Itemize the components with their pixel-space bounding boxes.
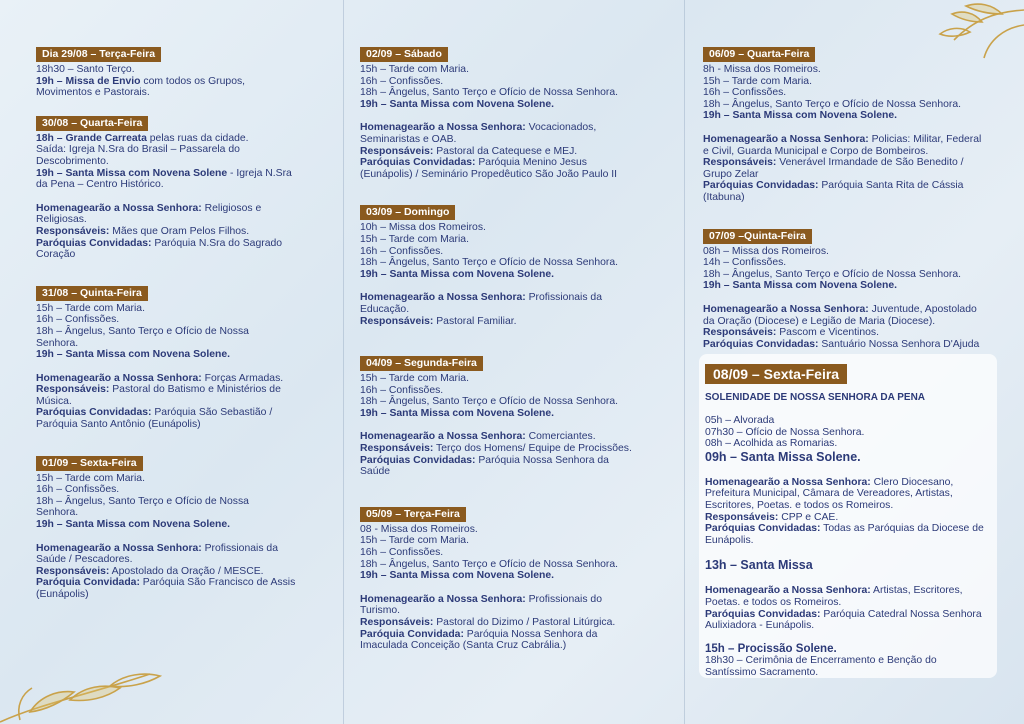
line-text: 18h30 – Cerimônia de Encerramento e Benção do <box>705 655 937 667</box>
line-text: Venerável Irmandade de São Benedito / <box>776 157 964 169</box>
day-header: 30/08 – Quarta-Feira <box>36 116 148 131</box>
schedule-line <box>36 419 343 431</box>
schedule-line <box>705 427 997 439</box>
bold-label: Paróquias Convidadas: <box>360 454 476 466</box>
schedule-line <box>705 620 997 632</box>
schedule-line <box>36 519 343 531</box>
schedule-line <box>360 99 684 111</box>
schedule-line <box>703 76 1024 88</box>
schedule-line <box>703 157 1024 169</box>
schedule-line <box>360 455 684 467</box>
bold-label: Homenagearão a Nossa Senhora: <box>36 202 202 214</box>
line-text: 18h – Ângelus, Santo Terço e Ofício de Nossa Senhora. <box>360 257 619 269</box>
day-header: Dia 29/08 – Terça-Feira <box>36 47 161 62</box>
line-text: Paróquia São Sebastião / <box>151 407 273 419</box>
day-header: 01/09 – Sexta-Feira <box>36 456 143 471</box>
line-text: 8h - Missa dos Romeiros. <box>703 64 821 75</box>
schedule-line <box>703 169 1024 181</box>
schedule-line <box>703 257 1024 269</box>
schedule-line <box>360 222 684 234</box>
schedule-line <box>705 438 997 450</box>
line-text: (Eunápolis) <box>36 589 89 600</box>
final-day-header: 08/09 – Sexta-Feira <box>705 364 847 384</box>
gold-leaf-branch-bottom-left <box>0 644 190 724</box>
schedule-line <box>703 339 1024 351</box>
bold-label: Homenagearão a Nossa Senhora: <box>36 542 202 554</box>
line-text: 15h – Tarde com Maria. <box>360 233 469 245</box>
schedule-line <box>360 134 684 146</box>
panel-left <box>0 0 343 724</box>
line-text: Senhora. <box>36 337 79 349</box>
schedule-line <box>36 156 343 168</box>
bold-label: Homenagearão a Nossa Senhora: <box>360 431 526 443</box>
bold-label: Paróquias Convidadas: <box>36 237 152 249</box>
schedule-line <box>36 543 343 555</box>
line-text: 16h – Confissões. <box>703 87 787 99</box>
line-text: Profissionais do <box>525 593 602 605</box>
section-spacer <box>360 180 684 202</box>
bold-label: Responsáveis: <box>36 225 110 237</box>
schedule-line <box>360 292 684 304</box>
line-text: Santuário Nossa Senhora D'Ajuda <box>818 338 980 350</box>
schedule-line <box>360 246 684 258</box>
schedule-line <box>36 64 343 76</box>
panel-right <box>684 0 1024 724</box>
schedule-line <box>36 577 343 589</box>
line-text: 15h – Tarde com Maria. <box>703 75 812 87</box>
schedule-line <box>360 385 684 397</box>
bold-label: Responsáveis: <box>703 327 777 339</box>
spacer <box>703 122 1024 134</box>
schedule-line <box>360 535 684 547</box>
schedule-line <box>360 234 684 246</box>
schedule-line <box>360 431 684 443</box>
day-header: 03/09 – Domingo <box>360 205 455 220</box>
line-text: Apostolado da Oração / MESCE. <box>109 565 264 577</box>
line-text: Vocacionados, <box>525 122 597 134</box>
line-text: 14h – Confissões. <box>703 257 787 269</box>
schedule-line <box>36 179 343 191</box>
schedule-line <box>360 396 684 408</box>
schedule-column-1 <box>36 44 343 601</box>
bold-label: Responsáveis: <box>36 565 110 577</box>
line-text: Religiosos e <box>201 202 262 214</box>
section-spacer <box>703 204 1024 226</box>
schedule-line <box>36 484 343 496</box>
line-text: Saúde / Pescadores. <box>36 554 133 566</box>
schedule-line <box>36 203 343 215</box>
schedule-line <box>360 373 684 385</box>
schedule-line <box>705 415 997 427</box>
line-text: Música. <box>36 395 72 407</box>
bold-label: Homenagearão a Nossa Senhora: <box>705 585 871 597</box>
line-text: Profissionais da <box>525 292 602 304</box>
section-spacer <box>36 261 343 283</box>
line-text: Profissionais da <box>201 542 278 554</box>
bold-label: 19h – Santa Missa com Novena Solene. <box>360 570 555 582</box>
line-text: 08 - Missa dos Romeiros. <box>360 523 478 535</box>
bold-label: Paróquias Convidadas: <box>705 523 821 535</box>
line-text: 16h – Confissões. <box>360 547 444 559</box>
line-text: Turismo. <box>360 605 401 617</box>
line-text: 05h – Alvorada <box>705 415 775 426</box>
line-text: 15h – Tarde com Maria. <box>36 302 145 314</box>
bold-label: Homenagearão a Nossa Senhora: <box>36 372 202 384</box>
schedule-line <box>360 257 684 269</box>
line-text: 07h30 – Ofício de Nossa Senhora. <box>705 426 865 438</box>
line-text: da Oração (Diocese) e Legião de Maria (Diocese). <box>703 315 936 327</box>
spacer <box>705 465 997 477</box>
schedule-line <box>703 110 1024 122</box>
line-text: Paróquia Menino Jesus <box>475 157 587 169</box>
bold-label: 19h – Santa Missa com Novena Solene <box>36 167 228 179</box>
schedule-line <box>703 192 1024 204</box>
schedule-line <box>36 507 343 519</box>
line-text: 16h – Confissões. <box>360 75 444 87</box>
highlight-line: 15h – Procissão Solene. <box>705 642 837 655</box>
bold-label: Responsáveis: <box>360 315 434 327</box>
line-text: 18h30 – Santo Terço. <box>36 64 135 75</box>
line-text: Paróquia Nossa Senhora da <box>475 454 609 466</box>
schedule-line <box>360 316 684 328</box>
spacer <box>705 573 997 585</box>
line-text: 18h – Ângelus, Santo Terço e Ofício de Nossa <box>36 495 249 507</box>
bold-label: Homenagearão a Nossa Senhora: <box>360 122 526 134</box>
line-text: 18h – Ângelus, Santo Terço e Ofício de Nossa Senhora. <box>703 268 962 280</box>
bold-label: Responsáveis: <box>705 511 779 523</box>
line-text: Paróquia São Francisco de Assis <box>139 577 296 589</box>
day-section <box>703 44 1024 204</box>
gold-leaf-branch-top-right <box>874 0 1024 60</box>
line-text: Educação. <box>360 303 410 315</box>
schedule-line <box>36 349 343 361</box>
line-text: Movimentos e Pastorais. <box>36 87 150 99</box>
line-text: 15h – Tarde com Maria. <box>36 472 145 484</box>
line-text: (Itabuna) <box>703 191 745 203</box>
day-section <box>703 226 1024 351</box>
day-header: 31/08 – Quinta-Feira <box>36 286 148 301</box>
schedule-line <box>36 407 343 419</box>
final-day-subtitle: SOLENIDADE DE NOSSA SENHORA DA PENA <box>705 392 926 403</box>
line-text: Seminaristas e OAB. <box>360 133 457 145</box>
line-text: Poetas. e todos os Romeiros. <box>705 596 842 608</box>
line-text: Prefeitura Municipal, Câmara de Vereadores, Artistas, <box>705 488 953 500</box>
schedule-line <box>36 87 343 99</box>
day-header: 07/09 –Quinta-Feira <box>703 229 812 244</box>
line-text: Mães que Oram Pelos Filhos. <box>109 225 250 237</box>
bold-label: Homenagearão a Nossa Senhora: <box>705 476 871 488</box>
bold-label: Homenagearão a Nossa Senhora: <box>360 292 526 304</box>
schedule-line <box>703 269 1024 281</box>
bold-label: Homenagearão a Nossa Senhora: <box>360 593 526 605</box>
day-header: 06/09 – Quarta-Feira <box>703 47 815 62</box>
line-text: Paróquia N.Sra do Sagrado <box>151 237 283 249</box>
line-text: 16h – Confissões. <box>360 384 444 396</box>
line-text: Paróquia Nossa Senhora da <box>463 628 598 640</box>
bold-label: 19h – Santa Missa com Novena Solene. <box>36 519 231 531</box>
bold-label: Paróquia Convidada: <box>36 577 140 589</box>
schedule-line <box>36 373 343 385</box>
schedule-line <box>36 589 343 601</box>
day-section <box>36 113 343 261</box>
schedule-line <box>360 64 684 76</box>
schedule-line <box>360 87 684 99</box>
line-text: Senhora. <box>36 507 79 519</box>
final-day-box <box>699 354 997 678</box>
line-text: Pascom e Vicentinos. <box>776 327 879 339</box>
schedule-line <box>703 327 1024 339</box>
schedule-line <box>36 238 343 250</box>
schedule-line <box>705 655 997 667</box>
line-text: 18h – Ângelus, Santo Terço e Ofício de Nossa Senhora. <box>360 396 619 408</box>
line-text: pelas ruas da cidade. <box>146 132 249 144</box>
highlight-line: 13h – Santa Missa <box>705 558 813 573</box>
schedule-line <box>360 269 684 281</box>
schedule-line <box>703 99 1024 111</box>
schedule-line <box>360 443 684 455</box>
line-text: Pastoral Familiar. <box>433 315 517 327</box>
final-day-lines <box>705 415 997 679</box>
line-text: Coração <box>36 249 76 261</box>
schedule-line <box>36 144 343 156</box>
line-text: 08h – Acolhida as Romarias. <box>705 438 838 450</box>
schedule-line <box>36 226 343 238</box>
line-text: Saúde <box>360 466 391 478</box>
schedule-line <box>360 594 684 606</box>
line-text: 18h – Ângelus, Santo Terço e Ofício de Nossa Senhora. <box>703 98 962 110</box>
schedule-line <box>703 180 1024 192</box>
bold-label: Responsáveis: <box>360 443 434 455</box>
schedule-line <box>703 316 1024 328</box>
schedule-line <box>360 605 684 617</box>
section-spacer <box>360 327 684 353</box>
line-text: Eunápolis. <box>705 534 754 546</box>
line-text: Saída: Igreja N.Sra do Brasil – Passarela do <box>36 144 240 156</box>
line-text: Grupo Zelar <box>703 168 759 180</box>
schedule-line <box>703 64 1024 76</box>
day-section <box>36 453 343 601</box>
schedule-line <box>705 667 997 679</box>
line-text: Religiosas. <box>36 214 87 226</box>
schedule-line <box>360 524 684 536</box>
line-text: Pastoral da Catequese e MEJ. <box>433 145 578 157</box>
schedule-line <box>36 303 343 315</box>
schedule-line <box>36 566 343 578</box>
spacer <box>360 419 684 431</box>
line-text: Descobrimento. <box>36 155 109 167</box>
line-text: Santíssimo Sacramento. <box>705 666 819 678</box>
bold-label: Paróquias Convidadas: <box>360 157 476 169</box>
schedule-line <box>703 146 1024 158</box>
day-section <box>360 202 684 327</box>
bold-label: Homenagearão a Nossa Senhora: <box>703 303 869 315</box>
schedule-line <box>36 384 343 396</box>
spacer <box>36 361 343 373</box>
line-text: 10h – Missa dos Romeiros. <box>360 222 486 234</box>
schedule-line <box>703 246 1024 258</box>
schedule-line <box>360 629 684 641</box>
schedule-line <box>36 396 343 408</box>
line-text: 16h – Confissões. <box>36 484 120 496</box>
line-text: Juventude, Apostolado <box>868 303 977 315</box>
line-text: 15h – Tarde com Maria. <box>360 373 469 385</box>
schedule-line <box>36 496 343 508</box>
schedule-line <box>360 559 684 571</box>
panel-middle <box>343 0 684 724</box>
schedule-line <box>360 76 684 88</box>
section-spacer <box>36 431 343 453</box>
line-text: Artistas, Escritores, <box>870 585 963 597</box>
spacer <box>360 582 684 594</box>
day-header: 04/09 – Segunda-Feira <box>360 356 483 371</box>
bold-label: 18h – Grande Carreata <box>36 132 147 144</box>
line-text: da Pena – Centro Histórico. <box>36 179 164 191</box>
bold-label: Paróquias Convidadas: <box>703 338 819 350</box>
line-text: 16h – Confissões. <box>360 245 444 257</box>
bold-label: Paróquia Convidada: <box>360 628 464 640</box>
line-text: 18h – Ângelus, Santo Terço e Ofício de Nossa Senhora. <box>360 558 619 570</box>
schedule-line <box>703 280 1024 292</box>
spacer <box>36 531 343 543</box>
schedule-line <box>705 500 997 512</box>
schedule-line <box>705 609 997 621</box>
line-text: e Civil, Guarda Municipal e Corpo de Bombeiros. <box>703 145 929 157</box>
schedule-line <box>36 168 343 180</box>
schedule-line <box>703 87 1024 99</box>
schedule-line <box>360 466 684 478</box>
schedule-line <box>36 314 343 326</box>
bold-label: 19h – Santa Missa com Novena Solene. <box>36 349 231 361</box>
bold-label: Responsáveis: <box>360 617 434 628</box>
schedule-line <box>360 547 684 559</box>
schedule-line <box>360 408 684 420</box>
schedule-column-3 <box>703 44 1024 350</box>
line-text: Clero Diocesano, <box>870 476 954 488</box>
schedule-line <box>705 535 997 547</box>
line-text: Imaculada Conceição (Santa Cruz Cabrália.) <box>360 640 567 652</box>
line-text: Terço dos Homens/ Equipe de Procissões. <box>433 443 632 455</box>
day-section <box>36 44 343 99</box>
bold-label: Responsáveis: <box>360 145 434 157</box>
schedule-line <box>705 477 997 489</box>
schedule-line <box>705 597 997 609</box>
line-text: (Eunápolis) / Seminário Propedêutico São João Paulo II <box>360 168 618 180</box>
section-spacer <box>36 99 343 113</box>
day-section <box>360 44 684 180</box>
schedule-line <box>360 122 684 134</box>
bold-label: Paróquias Convidadas: <box>705 608 821 620</box>
day-section <box>36 283 343 431</box>
spacer <box>360 280 684 292</box>
spacer <box>705 632 997 644</box>
day-header: 05/09 – Terça-Feira <box>360 507 466 522</box>
schedule-line <box>360 640 684 652</box>
schedule-line <box>36 133 343 145</box>
schedule-line <box>360 617 684 629</box>
line-text: 08h – Missa dos Romeiros. <box>703 245 829 257</box>
line-text: - Igreja N.Sra <box>227 167 292 179</box>
line-text: Pastoral do Batismo e Ministérios de <box>109 384 281 396</box>
line-text: 16h – Confissões. <box>36 314 120 326</box>
line-text: Comerciantes. <box>525 431 596 443</box>
schedule-line <box>705 523 997 535</box>
line-text: Aulixiadora - Eunápolis. <box>705 620 815 632</box>
schedule-line <box>360 169 684 181</box>
bold-label: Paróquias Convidadas: <box>36 407 152 419</box>
line-text: Policias: Militar, Federal <box>868 133 982 145</box>
spacer <box>703 292 1024 304</box>
spacer <box>705 546 997 558</box>
bold-label: Responsáveis: <box>703 157 777 169</box>
day-section <box>360 353 684 478</box>
line-text: 15h – Tarde com Maria. <box>360 535 469 547</box>
bold-label: 19h – Missa de Envio <box>36 75 141 87</box>
highlight-line: 09h – Santa Missa Solene. <box>705 449 861 464</box>
bold-label: 19h – Santa Missa com Novena Solene. <box>703 280 898 292</box>
bold-label: 19h – Santa Missa com Novena Solene. <box>360 268 555 280</box>
bold-label: Homenagearão a Nossa Senhora: <box>703 133 869 145</box>
schedule-line <box>703 304 1024 316</box>
schedule-line <box>705 512 997 524</box>
schedule-line <box>36 326 343 338</box>
line-text: 18h – Ângelus, Santo Terço e Ofício de Nossa Senhora. <box>360 87 619 99</box>
bold-label: 19h – Santa Missa com Novena Solene. <box>703 110 898 122</box>
schedule-line <box>360 157 684 169</box>
schedule-line <box>705 488 997 500</box>
schedule-line <box>705 585 997 597</box>
schedule-line <box>360 570 684 582</box>
line-text: Paróquia Santo Antônio (Eunápolis) <box>36 419 201 431</box>
section-spacer <box>360 478 684 504</box>
schedule-line <box>36 338 343 350</box>
schedule-line <box>36 76 343 88</box>
line-text: com todos os Grupos, <box>140 75 246 87</box>
schedule-line <box>36 249 343 261</box>
day-section <box>360 504 684 652</box>
line-text: Todas as Paróquias da Diocese de <box>820 523 984 535</box>
line-text: Paróquia Santa Rita de Cássia <box>818 180 964 192</box>
spacer <box>360 110 684 122</box>
bold-label: Paróquias Convidadas: <box>703 180 819 192</box>
schedule-line <box>36 473 343 485</box>
schedule-column-2 <box>360 44 684 652</box>
bold-label: 19h – Santa Missa com Novena Solene. <box>360 98 555 110</box>
schedule-line <box>360 304 684 316</box>
line-text: Paróquia Catedral Nossa Senhora <box>820 608 982 620</box>
line-text: Escritores, Poetas. e todos os Romeiros. <box>705 499 894 511</box>
day-header: 02/09 – Sábado <box>360 47 448 62</box>
line-text: Forças Armadas. <box>201 372 284 384</box>
bold-label: Responsáveis: <box>36 384 110 396</box>
bold-label: 19h – Santa Missa com Novena Solene. <box>360 407 555 419</box>
spacer <box>36 191 343 203</box>
line-text: Pastoral do Dizimo / Pastoral Litúrgica. <box>433 617 616 628</box>
line-text: CPP e CAE. <box>778 511 839 523</box>
line-text: 15h – Tarde com Maria. <box>360 64 469 75</box>
line-text: 18h – Ângelus, Santo Terço e Ofício de Nossa <box>36 325 249 337</box>
schedule-line <box>36 214 343 226</box>
schedule-line <box>36 554 343 566</box>
schedule-line <box>360 146 684 158</box>
schedule-line <box>703 134 1024 146</box>
